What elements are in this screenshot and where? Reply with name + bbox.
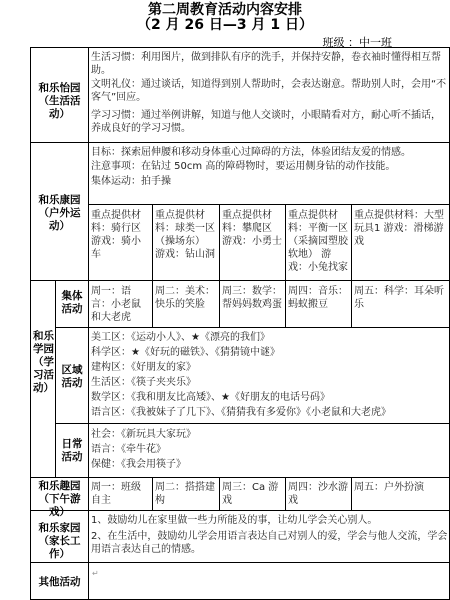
divider [88,204,450,205]
class-label: 班级 ：中一班 [322,36,392,49]
divider [219,477,220,510]
divider [351,280,352,327]
life-line-etiquette: 文明礼仪：通过谈话，知道得到别人帮助时，会表达谢意。帮助别人时，会用“不客气”回应。 [91,79,447,103]
home-line-2: 2、在生活中，鼓励幼儿学会用语言表达自己对别人的爱，学会与他人交流，学会用语言表达自己的情感。 [91,531,448,555]
home-header: 和乐家园（家长工作） [38,522,81,560]
daily-header: 日常活动 [61,438,83,463]
home-line-1: 1、鼓励幼儿在家里做一些力所能及的事，让幼儿学会关心别人。 [91,515,378,526]
life-header: 和乐怡园（生活活动） [38,82,81,120]
divider [30,142,450,143]
collective-thu: 周四：音乐：蚂蚁搬豆 [288,286,348,310]
divider [55,423,450,424]
collective-header: 集体活动 [61,290,83,315]
outdoor-goal: 目标：探索屈伸腰和移动身体重心过障碍的方法，体验团结友爱的情感。 [91,147,411,158]
divider [55,327,450,328]
play-header: 和乐趣园（下午游戏） [38,480,81,518]
area-art: 美工区：《运动小人》、★《漂亮的我们》 [91,332,270,343]
divider [285,477,286,510]
collective-fri: 周五：科学：耳朵听乐 [354,286,444,310]
outdoor-group: 集体运动：拍手操 [91,176,171,187]
divider [152,477,153,510]
play-tue: 周二：搭搭建构 [155,482,215,506]
divider [30,510,450,511]
divider [219,280,220,327]
collective-wed: 周三：数学：帮妈妈数鸡蛋 [222,286,282,310]
divider [219,204,220,280]
area-language: 语言区：《我被妹子了几下》、《猜猜我有多爱你》《小老鼠和大老虎》 [91,407,391,418]
outdoor-area-balance: 重点提供材料：平衡一区（采摘园塑胶软地） 游戏：小兔找家 [288,210,348,273]
date-range: （2 月 26 日—3 月 1 日） [137,17,313,33]
divider [152,204,153,280]
divider [152,280,153,327]
daily-language: 语言：《牵牛花》 [91,444,166,455]
divider [88,47,89,600]
area-life: 生活区：《筷子夹夹乐》 [91,377,196,388]
learning-header: 和乐学园（学习活动） [33,330,54,394]
divider [351,204,352,280]
outdoor-note: 注意事项：在钻过 50cm 高的障碍物时，要运用侧身钻的动作技能。 [91,161,396,172]
collective-tue: 周二：美术：快乐的笑脸 [155,286,215,310]
divider [30,280,450,281]
area-math: 数学区：《我和朋友比高矮》、★《好朋友的电话号码》 [91,392,330,403]
area-build: 建构区：《好朋友的家》 [91,362,196,373]
collective-mon: 周一：语言：小老鼠和大老虎 [91,286,141,323]
divider [351,477,352,510]
divider [285,204,286,280]
outdoor-area-slide: 重点提供材料：大型玩具1 游戏：滑梯游戏 [354,210,444,247]
area-science: 科学区：★《好玩的磁铁》、《猜猜镜中谜》 [91,347,280,358]
outdoor-area-ride: 重点提供材料：骑行区 游戏：骑小车 [91,210,141,260]
divider [55,280,56,477]
return-mark-icon: ↵ [92,569,99,578]
life-line-habits: 生活习惯：利用图片，做到排队有序的洗手，并保持安静，卷衣袖时懂得相互帮助。 [91,52,441,76]
life-line-study: 学习习惯：通过举例讲解，知道与他人交谈时，小眼睛看对方，耐心听不插话，养成良好的学习习惯。 [91,110,441,134]
outdoor-area-ball: 重点提供材料：球类一区（操场东） 游戏：钻山洞 [155,210,215,260]
divider [30,562,450,563]
divider [285,280,286,327]
play-mon: 周一：班级自主 [91,482,141,506]
divider [30,477,450,478]
page-title: 第二周教育活动内容安排 [148,2,302,18]
play-thu: 周四：沙水游戏 [288,482,348,506]
outdoor-area-climb: 重点提供材料：攀爬区 游戏：小勇士 [222,210,282,247]
play-wed: 周三：Ca 游戏 [222,482,279,506]
area-header: 区域活动 [61,364,83,389]
daily-social: 社会：《新玩具大家玩》 [91,429,196,440]
outdoor-header: 和乐康园（户外运动） [38,194,81,232]
play-fri: 周五：户外扮演 [354,482,424,493]
other-header: 其他活动 [38,576,81,588]
daily-health: 保健：《我会用筷子》 [91,459,186,470]
